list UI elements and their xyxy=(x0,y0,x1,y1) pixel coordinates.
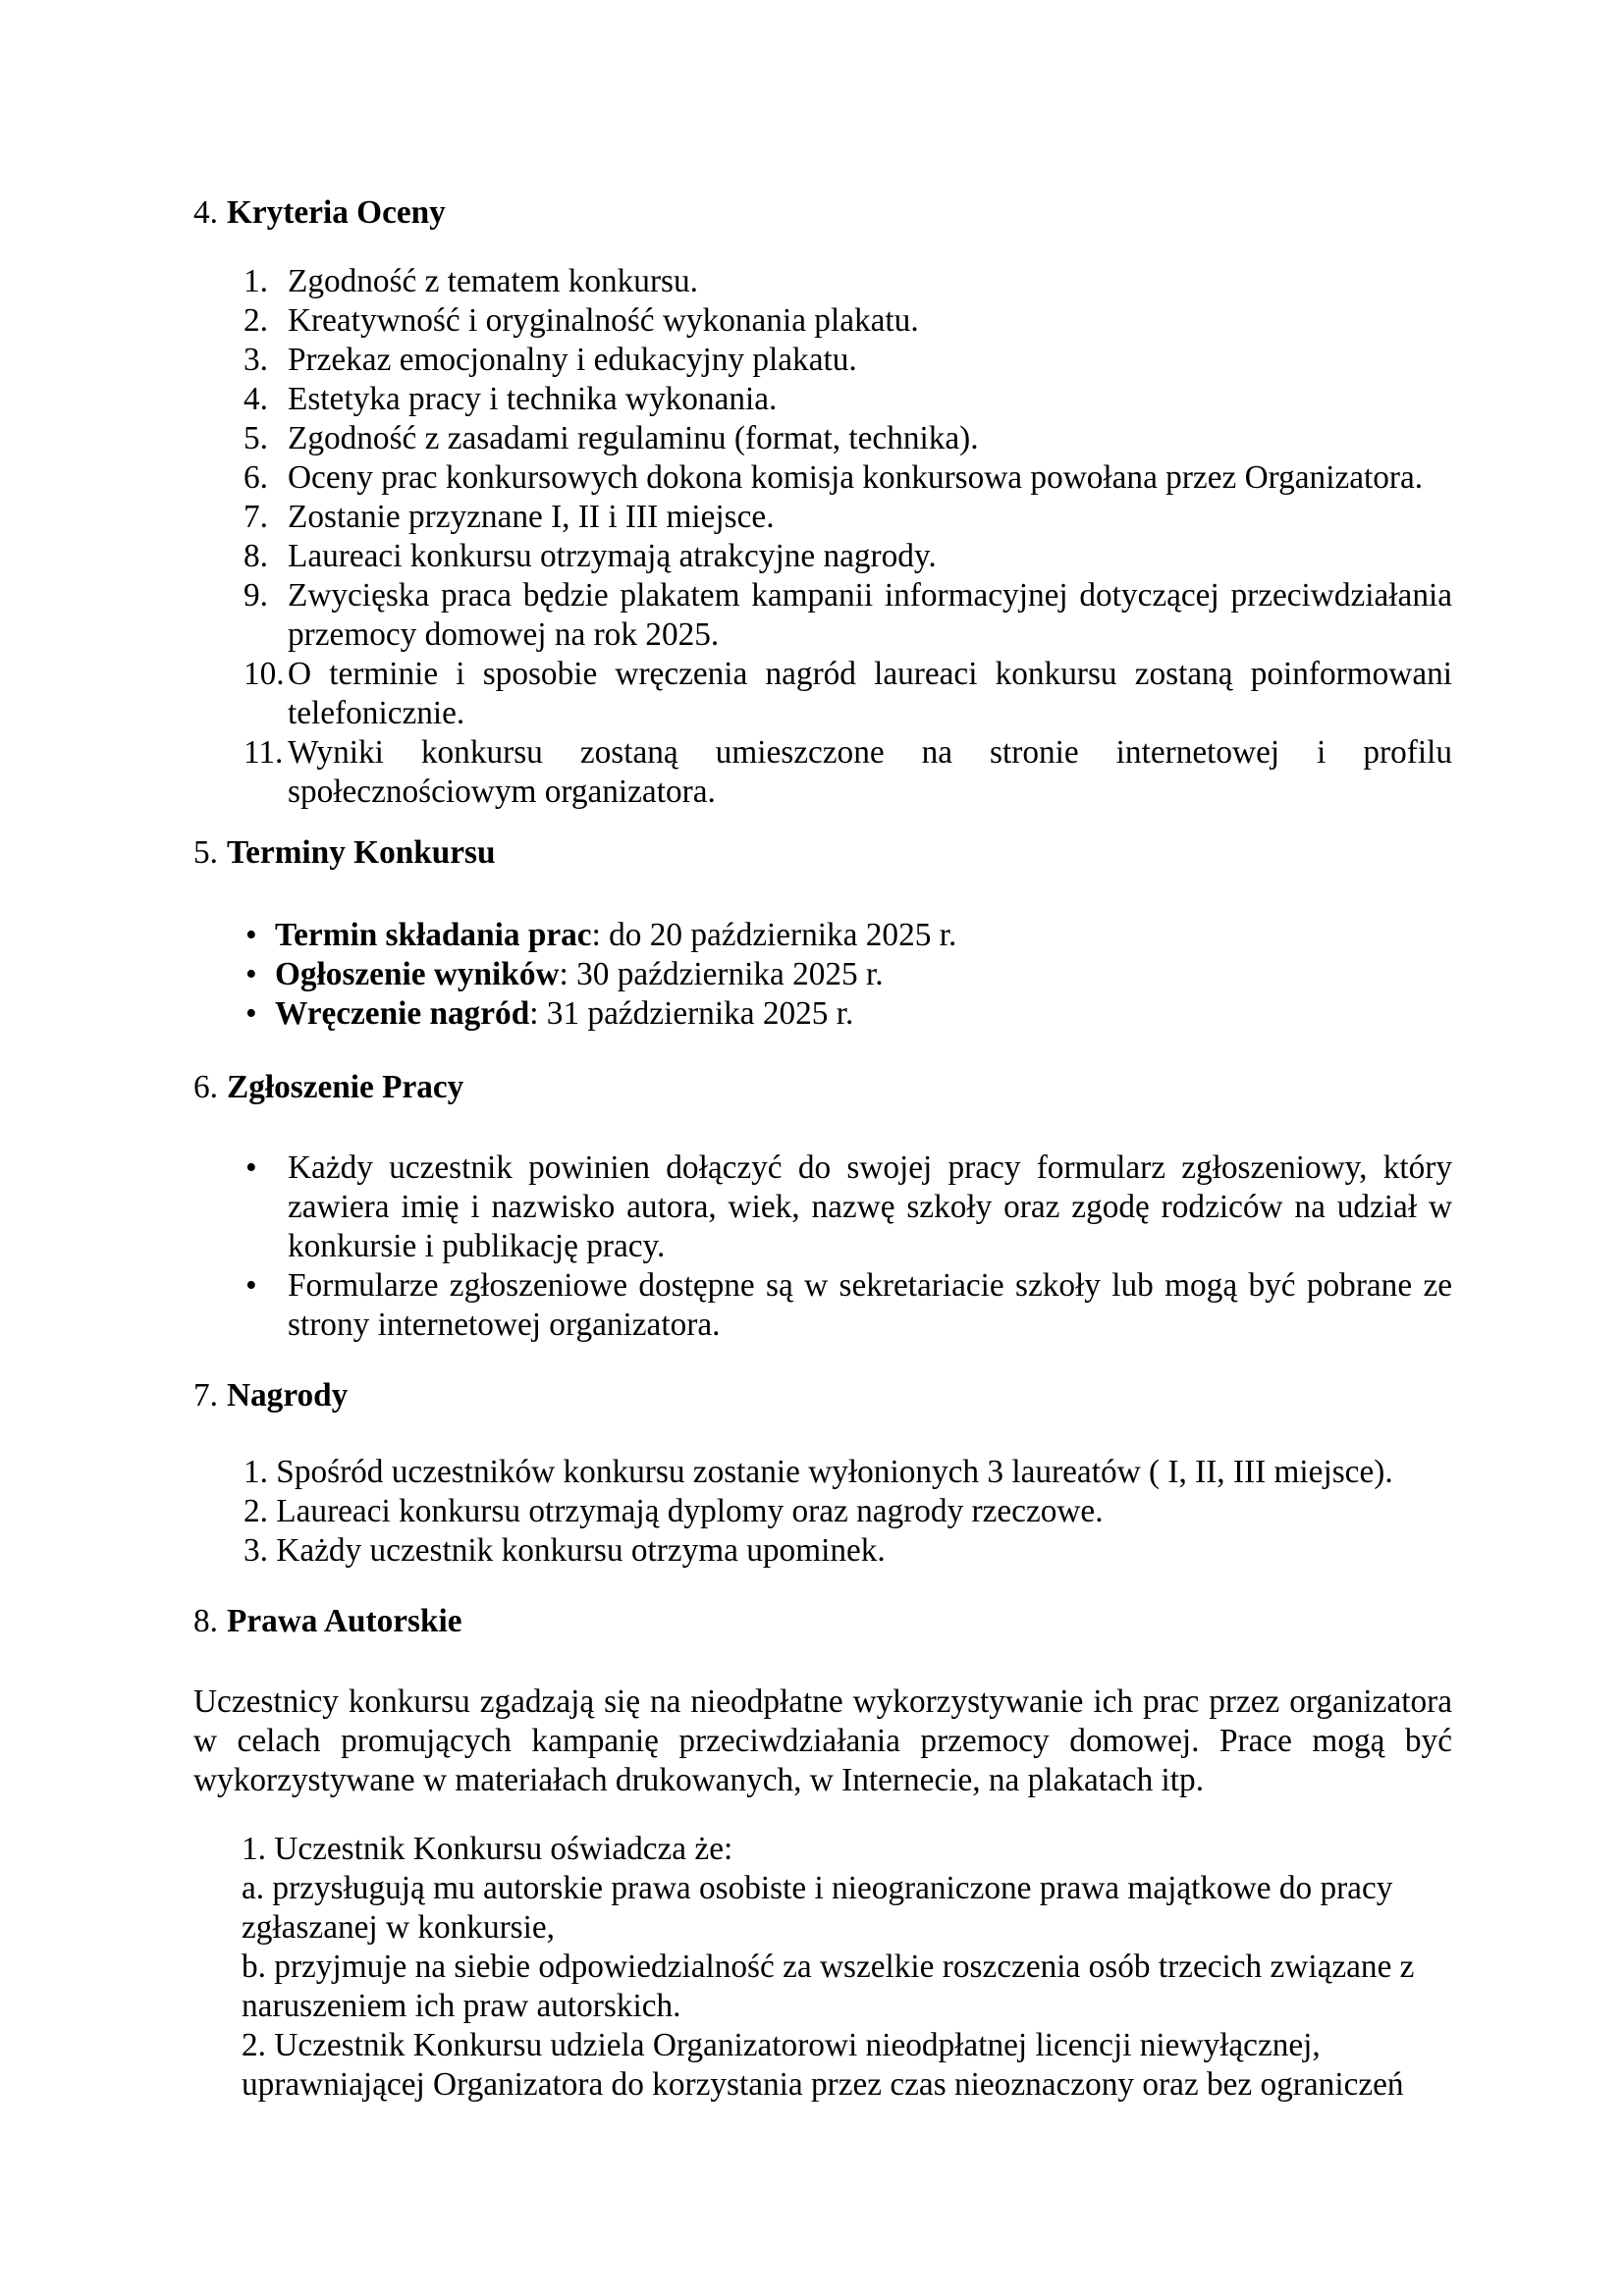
list-item xyxy=(193,341,1452,380)
list-item-marker: 11. xyxy=(244,734,284,771)
list-item-text: Oceny prac konkursowych dokona komisja konkursowa powołana przez Organizatora. xyxy=(288,459,1424,496)
list-item-text: O terminie i sposobie wręczenia nagród laureaci konkursu zostaną poinformowani telefonicznie. xyxy=(288,656,1452,731)
list-item-text: Zgodność z zasadami regulaminu (format, technika). xyxy=(288,420,979,456)
list-item-marker: 6. xyxy=(244,459,268,496)
list-item xyxy=(193,1148,1452,1266)
bullet-icon: • xyxy=(245,1149,257,1186)
list-item-text: Zwycięska praca będzie plakatem kampanii informacyjnej dotyczącej przeciwdziałania przemocy domowej na rok 2025. xyxy=(288,577,1452,653)
list-item-text: Kreatywność i oryginalność wykonania plakatu. xyxy=(288,302,919,339)
list-item-marker: 3. xyxy=(244,342,268,378)
list-item-text: Laureaci konkursu otrzymają atrakcyjne nagrody. xyxy=(288,538,937,574)
list-item-marker: 5. xyxy=(244,420,268,456)
section-title: Kryteria Oceny xyxy=(226,194,446,231)
list-item xyxy=(193,458,1452,498)
deadline-label: Ogłoszenie wyników xyxy=(275,956,560,992)
section-title: Prawa Autorskie xyxy=(226,1603,462,1639)
section-number: 6. xyxy=(193,1069,218,1105)
nagrody-list xyxy=(193,1453,1452,1571)
deadline-value: : do 20 października 2025 r. xyxy=(591,917,957,953)
list-item xyxy=(193,655,1452,733)
list-item xyxy=(193,733,1452,812)
zgloszenie-list xyxy=(193,1148,1452,1345)
section-title: Terminy Konkursu xyxy=(226,834,496,871)
section-number: 7. xyxy=(193,1377,218,1414)
section-heading-nagrody xyxy=(193,1376,1452,1415)
list-item: 3. Każdy uczestnik konkursu otrzyma upominek. xyxy=(244,1532,886,1569)
bullet-icon: • xyxy=(245,917,257,953)
section-title: Zgłoszenie Pracy xyxy=(226,1069,464,1105)
section-heading-prawa-autorskie xyxy=(193,1602,1452,1641)
section-number: 8. xyxy=(193,1603,218,1639)
prawa-clauses xyxy=(193,1830,1452,2105)
section-number: 4. xyxy=(193,194,218,231)
list-item-marker: 2. xyxy=(244,302,268,339)
bullet-icon: • xyxy=(245,1267,257,1304)
bullet-icon: • xyxy=(245,995,257,1032)
section-number: 5. xyxy=(193,834,218,871)
list-item-text: Zostanie przyznane I, II i III miejsce. xyxy=(288,499,775,535)
list-item xyxy=(193,994,1452,1034)
list-item-marker: 8. xyxy=(244,538,268,574)
bullet-icon: • xyxy=(245,956,257,992)
list-item xyxy=(193,537,1452,576)
list-item xyxy=(193,380,1452,419)
list-item xyxy=(193,262,1452,301)
list-item xyxy=(193,955,1452,994)
list-item xyxy=(193,576,1452,655)
deadline-value: : 31 października 2025 r. xyxy=(529,995,854,1032)
list-item xyxy=(193,916,1452,955)
section-heading-terminy-konkursu xyxy=(193,833,1452,873)
list-item-marker: 10. xyxy=(244,656,285,692)
clause-line: b. przyjmuje na siebie odpowiedzialność za wszelkie roszczenia osób trzecich związane z naruszeniem ich praw autorskich. xyxy=(242,1949,1415,2024)
list-item-text: Zgodność z tematem konkursu. xyxy=(288,263,698,299)
list-item-marker: 9. xyxy=(244,577,268,614)
list-item-text: Wyniki konkursu zostaną umieszczone na stronie internetowej i profilu społecznościowym organizatora. xyxy=(288,734,1452,810)
list-item-marker: 4. xyxy=(244,381,268,417)
list-item-marker: 1. xyxy=(244,263,268,299)
kryteria-list xyxy=(193,262,1452,812)
terminy-list xyxy=(193,916,1452,1034)
deadline-label: Wręczenie nagród xyxy=(275,995,530,1032)
deadline-value: : 30 października 2025 r. xyxy=(559,956,884,992)
clause-line: a. przysługują mu autorskie prawa osobiste i nieograniczone prawa majątkowe do pracy zgłaszanej w konkursie, xyxy=(242,1870,1393,1946)
deadline-label: Termin składania prac xyxy=(275,917,592,953)
list-item-marker: 7. xyxy=(244,499,268,535)
section-title: Nagrody xyxy=(226,1377,349,1414)
clause-line: 1. Uczestnik Konkursu oświadcza że: xyxy=(242,1831,733,1867)
section-heading-kryteria-oceny xyxy=(193,193,1452,233)
list-item xyxy=(193,1266,1452,1345)
list-item: 1. Spośród uczestników konkursu zostanie wyłonionych 3 laureatów ( I, II, III miejsce). xyxy=(244,1454,1393,1490)
list-item-text: Estetyka pracy i technika wykonania. xyxy=(288,381,778,417)
list-item-text: Przekaz emocjonalny i edukacyjny plakatu. xyxy=(288,342,857,378)
list-item xyxy=(193,301,1452,341)
list-item-text: Każdy uczestnik powinien dołączyć do swojej pracy formularz zgłoszeniowy, który zawiera imię i nazwisko autora, wiek, nazwę szkoły oraz zgodę rodziców na udział w konkursie i publikację pracy. xyxy=(288,1149,1452,1264)
prawa-intro-paragraph: Uczestnicy konkursu zgadzają się na nieodpłatne wykorzystywanie ich prac przez organizatora w celach promujących kampanię przeciwdziałania przemocy domowej. Prace mogą być wykorzystywane w materiałach drukowanych, w Internecie, na plakatach itp. xyxy=(193,1683,1452,1798)
list-item-text: Formularze zgłoszeniowe dostępne są w sekretariacie szkoły lub mogą być pobrane ze strony internetowej organizatora. xyxy=(288,1267,1452,1343)
list-item xyxy=(193,419,1452,458)
list-item xyxy=(193,498,1452,537)
section-heading-zgloszenie-pracy xyxy=(193,1068,1452,1107)
clause-line: 2. Uczestnik Konkursu udziela Organizatorowi nieodpłatnej licencji niewyłącznej, uprawniającej Organizatora do korzystania przez czas nieoznaczony oraz bez ograniczeń xyxy=(242,2027,1404,2103)
list-item: 2. Laureaci konkursu otrzymają dyplomy oraz nagrody rzeczowe. xyxy=(244,1493,1104,1529)
